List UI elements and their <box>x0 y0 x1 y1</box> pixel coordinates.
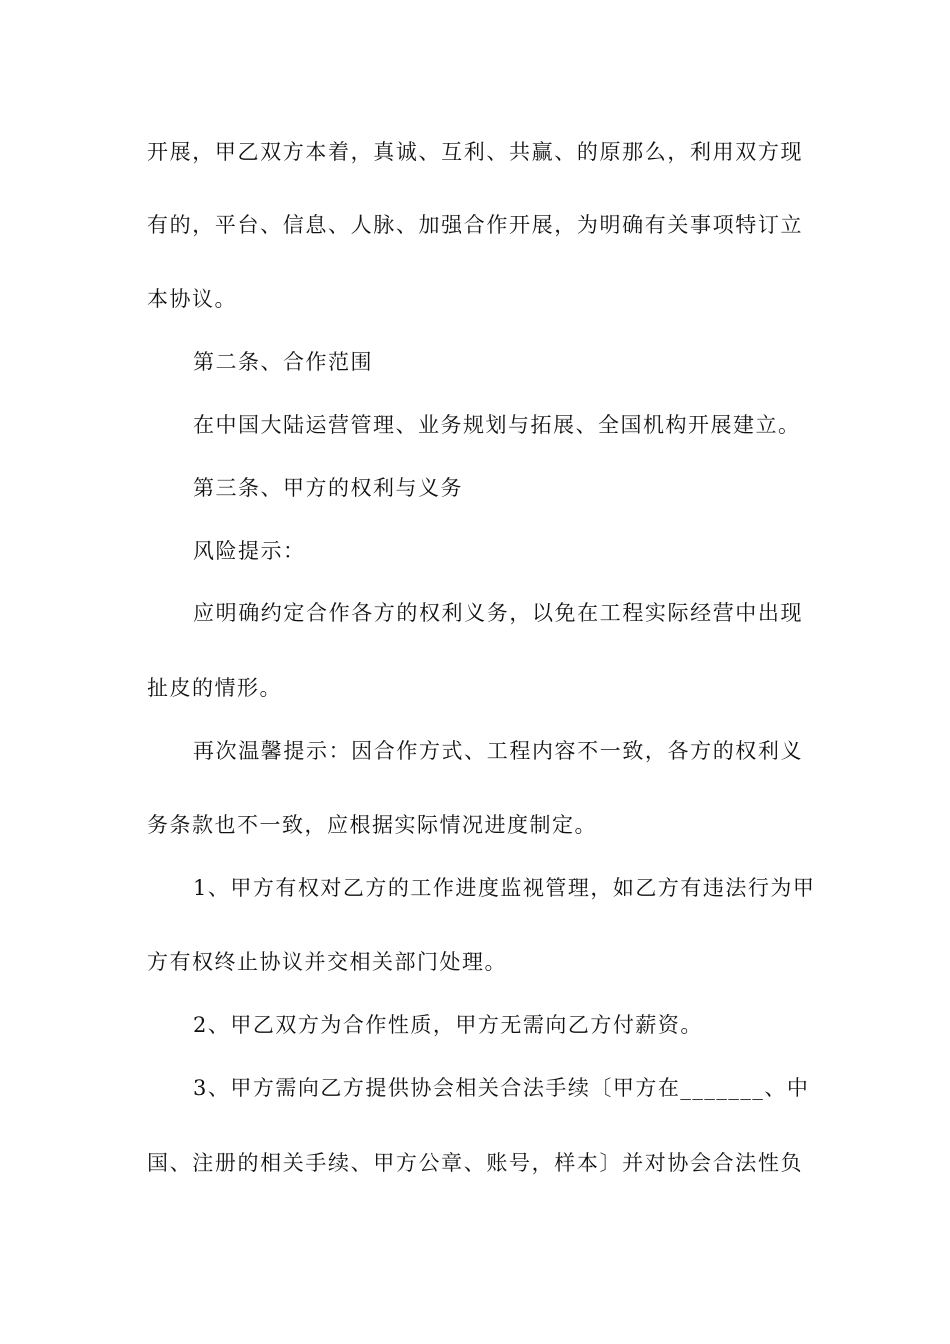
clause-item: 1、甲方有权对乙方的工作进度监视管理，如乙方有违法行为甲 <box>193 876 816 900</box>
risk-notice-label: 风险提示： <box>193 539 306 563</box>
paragraph-line: 应明确约定合作各方的权利义务，以免在工程实际经营中出现 <box>193 601 803 625</box>
paragraph-line: 在中国大陆运营管理、业务规划与拓展、全国机构开展建立。 <box>193 413 801 437</box>
paragraph-line: 方有权终止协议并交相关部门处理。 <box>147 950 507 974</box>
paragraph-line: 务条款也不一致，应根据实际情况进度制定。 <box>147 813 597 837</box>
paragraph-line: 有的，平台、信息、人脉、加强合作开展，为明确有关事项特订立 <box>147 213 803 237</box>
clause-item: 2、甲乙双方为合作性质，甲方无需向乙方付薪资。 <box>193 1013 703 1037</box>
section-heading: 第三条、甲方的权利与义务 <box>193 476 463 500</box>
paragraph-line: 本协议。 <box>147 287 237 311</box>
paragraph-line: 扯皮的情形。 <box>147 676 282 700</box>
section-heading: 第二条、合作范围 <box>193 350 373 374</box>
paragraph-line: 开展，甲乙双方本着，真诚、互利、共赢、的原那么，利用双方现 <box>147 140 803 164</box>
paragraph-line: 国、注册的相关手续、甲方公章、账号，样本〕并对协会合法性负 <box>147 1151 803 1175</box>
clause-item: 3、甲方需向乙方提供协会相关合法手续〔甲方在_______、中 <box>193 1076 810 1100</box>
paragraph-line: 再次温馨提示：因合作方式、工程内容不一致，各方的权利义 <box>193 739 803 763</box>
